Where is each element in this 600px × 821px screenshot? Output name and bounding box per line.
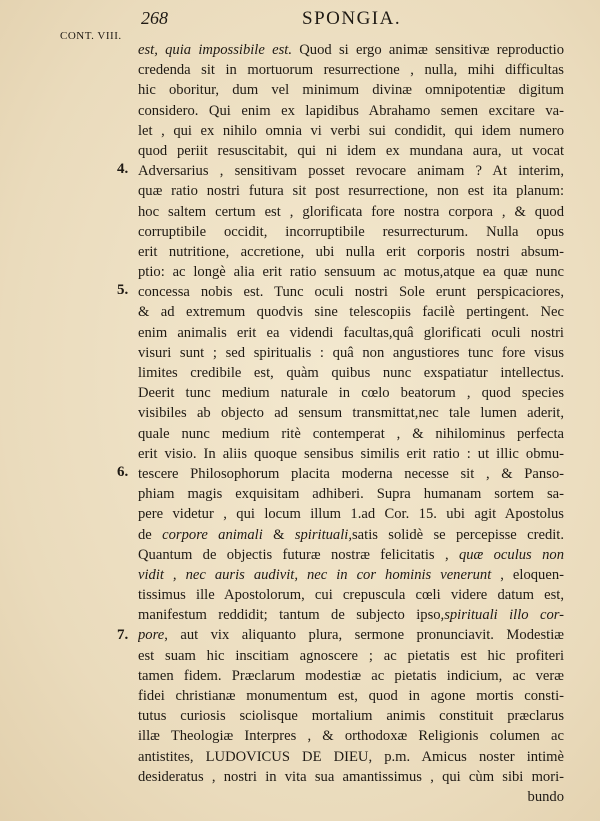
text-line xyxy=(138,585,564,605)
text-line xyxy=(138,323,564,343)
text-line xyxy=(138,605,564,625)
text-run: visuri sunt ; sed spiritualis : quâ non angustiores tunc fore visus xyxy=(138,344,564,361)
text-run: visibiles ab objecto ad sensum transmittat,nec tale lumen aderit, xyxy=(138,405,564,422)
text-run: erit nutritione, accretione, ubi nulla erit corporis nostri absum- xyxy=(138,243,564,260)
text-line xyxy=(138,363,564,383)
text-run: limites credibile est, quàm quibus nunc exspatiatur intellectus. xyxy=(138,365,564,381)
text-run: quod periit resuscitabit, qui ni idem ex mundana aura, ut vocat xyxy=(138,142,564,159)
page-number: 268 xyxy=(141,8,168,28)
text-run: quale nunc medium ritè contemperat , & nihilominus perfecta xyxy=(138,425,564,442)
text-line xyxy=(138,121,564,141)
text-run: & xyxy=(262,526,295,543)
text-run: Quantum de objectis futuræ nostræ felicitatis , xyxy=(138,546,459,563)
text-line xyxy=(138,282,564,302)
page-header xyxy=(0,6,600,42)
italic-text: est, quia impossibile est. xyxy=(138,42,292,58)
text-run: tamen fidem. Præclarum modestiæ ac pietatis indicium, ac veræ xyxy=(138,667,564,684)
italic-text: quæ oculus non xyxy=(458,546,564,563)
text-line xyxy=(138,504,564,524)
text-run: Adversarius , sensitivam posset revocare animam ? At interim, xyxy=(138,163,564,180)
text-run: illæ Theologiæ Interpres , & orthodoxæ Religionis columen ac xyxy=(138,728,564,745)
text-line xyxy=(138,545,564,565)
text-run: corruptibile occidit, incorruptibile resurrecturum. Nulla opus xyxy=(138,223,564,240)
text-run: erit visio. In aliis quoque sensibus similis erit ratio : ut illic obmu- xyxy=(138,445,564,462)
text-run: hic oboritur, dum vel minimum divinæ omnipotentiæ digitum xyxy=(138,82,564,99)
text-run: & ad extremum quodvis sine telescopiis facilè pertingent. Nec xyxy=(138,304,564,321)
text-run: concessa nobis est. Tunc oculi nostri Sole erunt perspicaciores, xyxy=(138,284,564,301)
text-line xyxy=(138,646,564,666)
text-run: Quod si ergo animæ sensitivæ reproductio xyxy=(291,42,564,58)
margin-number-5: 5. xyxy=(117,282,129,298)
text-line xyxy=(138,747,564,767)
text-line xyxy=(138,343,564,363)
italic-text: pore xyxy=(138,627,165,644)
text-line xyxy=(138,262,564,282)
text-line xyxy=(138,525,564,545)
text-line xyxy=(138,302,564,322)
text-run: let , qui ex nihilo omnia vi verbi sui condidit, qui idem numero xyxy=(138,122,564,139)
text-run: , aut vix aliquanto plura, sermone pronunciavit. Modestiæ xyxy=(164,627,564,644)
text-line xyxy=(138,666,564,686)
italic-text: spirituali illo cor- xyxy=(444,607,564,624)
text-line xyxy=(138,141,564,161)
text-run: pere videtur , qui locum illum 1.ad Cor. 15. ubi agit Apostolus xyxy=(138,506,564,523)
italic-text: spirituali, xyxy=(294,526,352,543)
body-text xyxy=(138,40,564,807)
text-run: satis solidè se percepisse credit. xyxy=(351,526,564,543)
text-run: de xyxy=(138,526,163,543)
text-run: ptio: ac longè alia erit ratio sensuum ac motus,atque ea quæ nunc xyxy=(138,264,564,281)
text-line xyxy=(138,767,564,787)
italic-text: vidit , nec auris audivit, nec in cor hominis venerunt xyxy=(138,566,492,583)
margin-number-7: 7. xyxy=(117,627,129,643)
text-run: tutus curiosis sciolisque mortalium animis constituit præclarus xyxy=(138,708,564,725)
text-line xyxy=(138,625,564,645)
text-line xyxy=(138,202,564,222)
text-line xyxy=(138,383,564,403)
text-run: manifestum reddidit; tantum de subjecto ipso, xyxy=(138,607,445,624)
text-run: desideratus , nostri in vita sua amantissimus , qui cùm sibi mori- xyxy=(138,768,564,785)
text-line xyxy=(138,242,564,262)
text-run: est suam hic inscitiam agnoscere ; ac pietatis est hic profiteri xyxy=(138,647,564,664)
text-run: fidei christianæ monumentum est, quod in agone mortis consti- xyxy=(138,688,564,704)
margin-number-6: 6. xyxy=(117,464,129,480)
text-line xyxy=(138,161,564,181)
text-line xyxy=(138,726,564,746)
text-run: hoc saltem certum est , glorificata fore nostra corpora , & quod xyxy=(138,203,564,220)
text-line xyxy=(138,101,564,121)
italic-text: corpore animali xyxy=(162,526,263,543)
text-line xyxy=(138,464,564,484)
text-run: quæ ratio nostri futura sit post resurrectione, non est ita planum: xyxy=(138,183,564,200)
text-run: phiam magis exquisitam adhiberi. Supra humanam sortem sa- xyxy=(138,486,564,503)
text-run: Deerit tunc medium naturale in cœlo beatorum , quod species xyxy=(138,385,564,402)
text-line xyxy=(138,706,564,726)
text-run: antistites, LUDOVICUS DE DIEU, p.m. Amicus noster intimè xyxy=(138,748,564,765)
text-run: tissimus ille Apostolorum, cui crepuscula cœli videre datum est, xyxy=(138,587,564,604)
margin-number-4: 4. xyxy=(117,161,129,177)
text-run: tescere Philosophorum placita moderna necesse sit , & Panso- xyxy=(138,465,564,482)
text-line xyxy=(138,40,564,60)
text-line xyxy=(138,484,564,504)
text-line xyxy=(138,686,564,706)
text-run: considero. Qui enim ex lapidibus Abrahamo semen excitare va- xyxy=(138,102,564,119)
text-run: , eloquen- xyxy=(491,566,564,583)
text-line xyxy=(138,181,564,201)
text-line xyxy=(138,80,564,100)
text-run: bundo xyxy=(527,788,564,805)
text-line xyxy=(138,60,564,80)
text-line xyxy=(138,403,564,423)
text-line xyxy=(138,424,564,444)
running-title: SPONGIA. xyxy=(302,8,402,29)
running-head-left: CONT. VIII. xyxy=(60,30,122,42)
text-line xyxy=(138,565,564,585)
text-line xyxy=(138,787,564,807)
text-run: enim animalis erit ea videndi facultas,quâ glorificati oculi nostri xyxy=(138,324,564,341)
text-run: credenda sit in mortuorum resurrectione , nulla, mihi difficultas xyxy=(138,62,564,79)
text-line xyxy=(138,222,564,242)
text-line xyxy=(138,444,564,464)
